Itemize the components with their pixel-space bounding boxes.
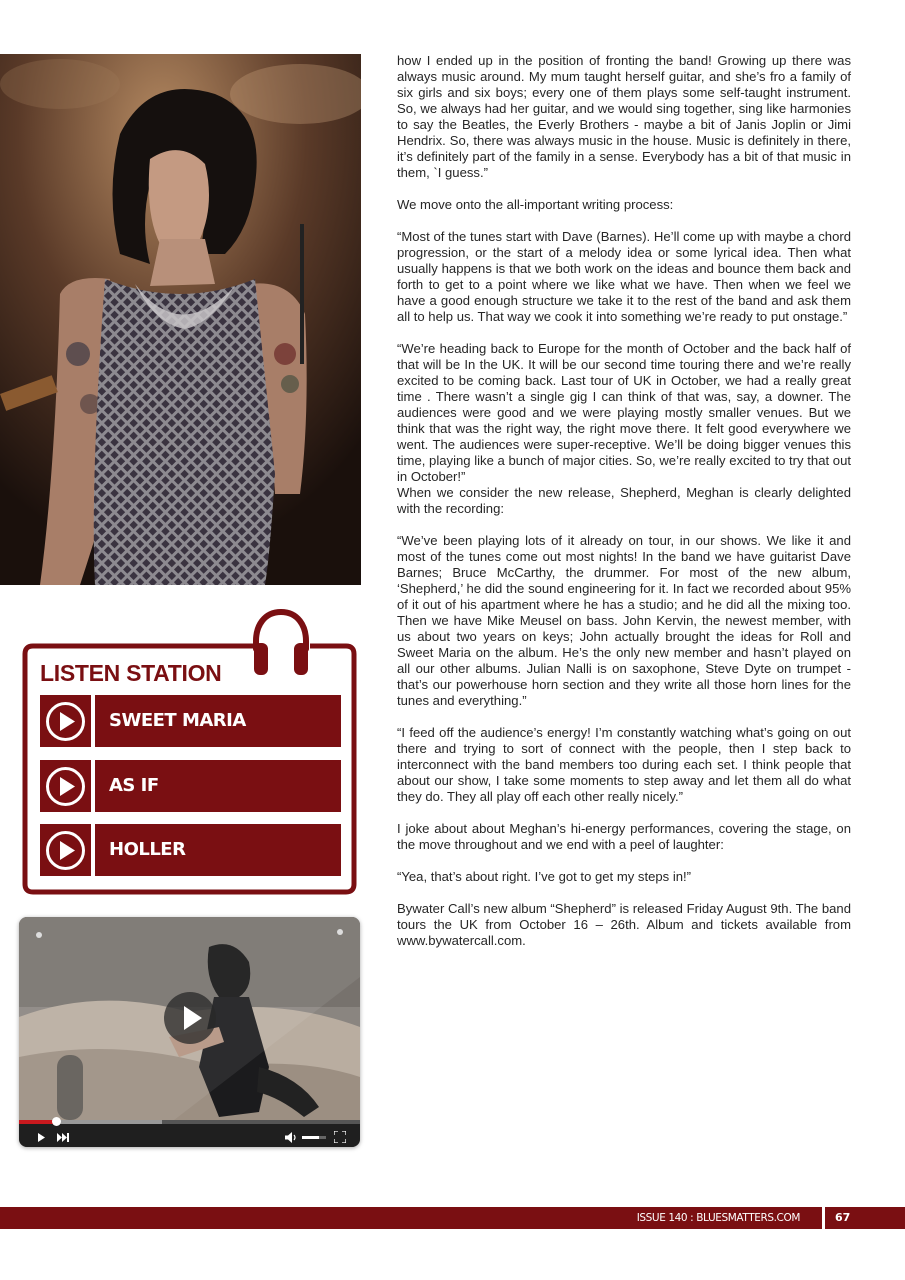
article-body — [397, 53, 851, 965]
skip-forward-icon[interactable] — [57, 1133, 69, 1142]
article-paragraph: how I ended up in the position of fronting the band! Growing up there was always music around. My mum taught herself guitar, and she’s fro a family of six girls and six boys; every one of them plays some self-taught instrument. So, we always had her guitar, and we would sing together, sing like harmonies to say the Beatles, the Everly Brothers - maybe a bit of Janis Joplin or Jimi Hendrix. So, there was always music in the house. Music is definitely in there, it’s definitely part of the family in a sense. Everybody has a bit of that music in them, `I guess.” — [397, 53, 851, 180]
play-circle-icon — [44, 700, 87, 743]
article-paragraph: I joke about about Meghan’s hi-energy performances, covering the stage, on the move throughout and we end with a peel of laughter: — [397, 821, 851, 852]
volume-icon[interactable] — [285, 1132, 297, 1143]
play-circle-icon — [44, 765, 87, 808]
video-play-button[interactable] — [164, 992, 216, 1044]
footer-divider — [822, 1207, 825, 1229]
pin-decoration — [36, 932, 42, 938]
track-item[interactable] — [40, 760, 341, 812]
article-paragraph: “We’re heading back to Europe for the month of October and the back half of that will be In the UK. It will be our second time touring there and we’re really excited to be coming back. Last tour of UK in October, we had a really great time . There wasn’t a single gig I can think of that was, say, a downer. The audiences were good and we were playing mostly smaller venues. But we think that was the right way, the right move there. It felt good everywhere we went. The audiences were super-receptive. We’ll be doing bigger venues this time, playing like a bunch of major cities. So, we’re really excited to try that out in October!” — [397, 341, 851, 484]
play-circle-icon — [44, 829, 87, 872]
pin-decoration — [337, 929, 343, 935]
volume-slider-fill — [302, 1136, 319, 1139]
track-item[interactable] — [40, 695, 341, 747]
footer-issue: ISSUE 140 : BLUESMATTERS.COM — [636, 1212, 800, 1224]
play-icon[interactable] — [37, 1133, 46, 1142]
video-control-bar — [19, 1120, 360, 1147]
headphones-icon — [252, 609, 310, 679]
track-title[interactable]: HOLLER — [95, 824, 341, 876]
video-scrubber-handle[interactable] — [52, 1117, 61, 1126]
article-paragraph: “I feed off the audience’s energy! I’m constantly watching what’s going on out there and trying to sort of connect with the people, then I step back to interconnect with the band members too during each set. I think people that about our show, I take some moments to step away and let them all do what they do. They all play off each other really nicely.” — [397, 725, 851, 804]
article-paragraph: When we consider the new release, Shepherd, Meghan is clearly delighted with the recording: — [397, 485, 851, 516]
article-paragraph: “We’ve been playing lots of it already on tour, in our shows. We like it and most of the tunes come out most nights! In the band we have guitarist Dave Barnes; Bruce McCarthy, the drummer. For most of the new album, ‘Shepherd,’ he did the sound engineering for it. In fact we recorded about 95% of it out of his apartment where he has a studio; and he did all the mixing too. Then we have Mike Meusel on bass. John Kervin, the newest member, with us about two years on keys; John actually brought the ideas for Roll and Sweet Maria on the album. He’s the only new member and hasn’t played on all our other albums. Julian Nalli is on saxophone, Steve Dyte on trumpet -that’s our powerhouse horn section and they write all those horn lines for the tunes and everything.” — [397, 533, 851, 708]
track-item[interactable] — [40, 824, 341, 876]
page-number: 67 — [835, 1211, 851, 1224]
track-title[interactable]: SWEET MARIA — [95, 695, 341, 747]
article-paragraph: “Most of the tunes start with Dave (Barnes). He’ll come up with maybe a chord progression, or the start of a melody idea or some lyrical idea. Then what usually happens is that we both work on the ideas and bounce them back and forth to get to a point where we like what we have. Then when we feel we have a good enough structure we take it to the rest of the band and ask them all to help us. That way we cook it into something we’re ready to put onstage.” — [397, 229, 851, 324]
track-play-button[interactable] — [40, 760, 91, 812]
article-paragraph: Bywater Call’s new album “Shepherd” is released Friday August 9th. The band tours the UK from October 16 – 26th. Album and tickets available from www.bywatercall.com. — [397, 901, 851, 948]
article-paragraph: “Yea, that’s about right. I’ve got to get my steps in!” — [397, 869, 692, 884]
article-paragraph: We move onto the all-important writing process: — [397, 197, 674, 212]
listen-station-title: LISTEN STATION — [40, 660, 222, 686]
video-player[interactable] — [19, 917, 360, 1147]
concert-photo — [0, 54, 361, 585]
track-title[interactable]: AS IF — [95, 760, 341, 812]
page-footer — [0, 1207, 905, 1229]
video-progress-fill — [19, 1120, 56, 1124]
fullscreen-icon[interactable] — [334, 1131, 346, 1143]
track-play-button[interactable] — [40, 695, 91, 747]
track-play-button[interactable] — [40, 824, 91, 876]
